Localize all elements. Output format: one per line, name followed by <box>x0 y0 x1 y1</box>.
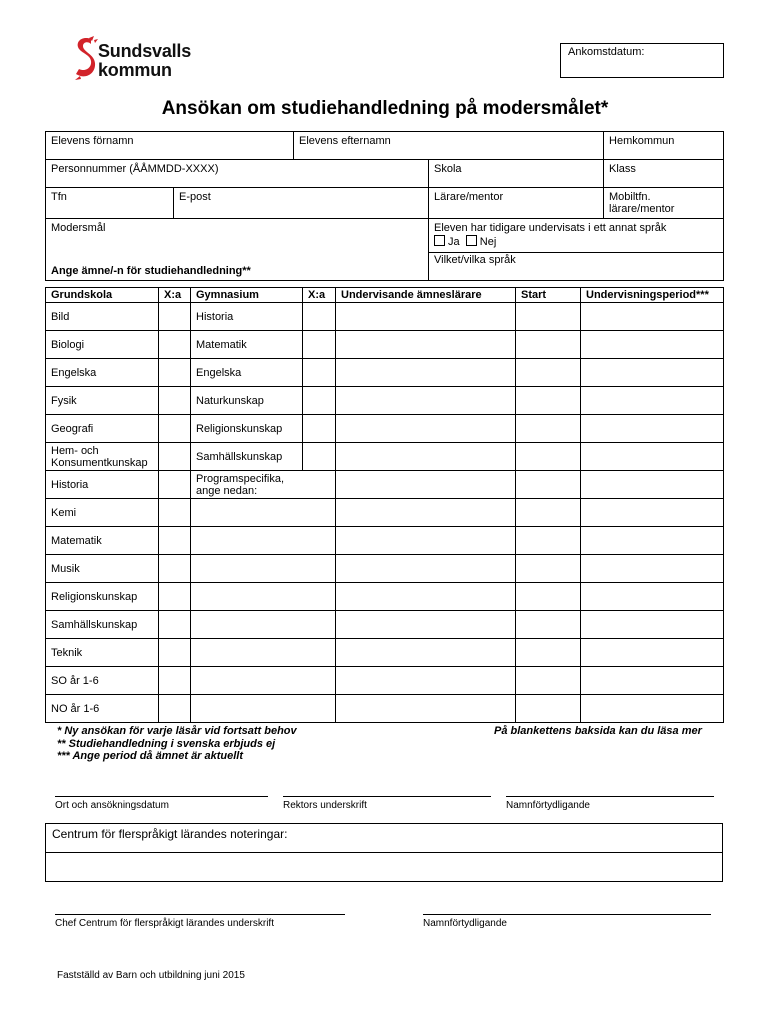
name-clarification-1-label: Namnförtydligande <box>506 800 590 811</box>
table-row <box>46 583 724 611</box>
school-field[interactable] <box>429 160 604 188</box>
gymnasium-mark-cell[interactable] <box>303 667 336 695</box>
grundskola-mark-cell[interactable] <box>159 527 191 555</box>
teacher-cell[interactable] <box>336 443 516 471</box>
table-row <box>46 499 724 527</box>
teacher-cell[interactable] <box>336 695 516 723</box>
mother-tongue-field[interactable] <box>46 219 429 281</box>
subjects-table-header <box>46 288 724 303</box>
grundskola-mark-cell[interactable] <box>159 555 191 583</box>
centre-notes-field-2[interactable] <box>46 853 723 882</box>
grundskola-subject: Religionskunskap <box>46 583 159 611</box>
gymnasium-mark-cell[interactable] <box>303 527 336 555</box>
subjects-prompt: Ange ämne/-n för studiehandledning** <box>51 265 251 277</box>
teacher-cell[interactable] <box>336 303 516 331</box>
table-row <box>46 443 724 471</box>
no-label: Nej <box>479 236 497 248</box>
teacher-mobile-field[interactable] <box>604 188 724 219</box>
subjects-header-5: Start <box>516 288 581 303</box>
period-cell[interactable] <box>581 639 724 667</box>
table-row <box>46 555 724 583</box>
which-language-label: Vilket/vilka språk <box>434 254 516 266</box>
email-field[interactable] <box>174 188 429 219</box>
place-date-label: Ort och ansökningsdatum <box>55 800 169 811</box>
teacher-field[interactable] <box>429 188 604 219</box>
teacher-cell[interactable] <box>336 583 516 611</box>
start-cell[interactable] <box>516 303 581 331</box>
sundsvalls-kommun-logo <box>72 36 212 84</box>
gymnasium-mark-cell[interactable] <box>303 499 336 527</box>
subjects-header-6: Undervisningsperiod*** <box>581 288 724 303</box>
start-cell[interactable] <box>516 415 581 443</box>
grundskola-subject: Hem- och Konsumentkunskap <box>46 443 159 471</box>
principal-signature[interactable] <box>283 796 491 811</box>
form-title: Ansökan om studiehandledning på modersmålet* <box>161 98 609 119</box>
prior-language-cell <box>429 219 724 253</box>
period-cell[interactable] <box>581 387 724 415</box>
last-name-label: Elevens efternamn <box>299 135 391 147</box>
gymnasium-subject: Programspecifika, ange nedan: <box>191 471 303 499</box>
name-clarification-1[interactable] <box>506 796 714 811</box>
subjects-header-0: Grundskola <box>46 288 159 303</box>
teacher-cell[interactable] <box>336 527 516 555</box>
no-checkbox[interactable] <box>466 235 477 246</box>
gymnasium-subject[interactable] <box>191 695 303 723</box>
period-cell[interactable] <box>581 415 724 443</box>
start-cell[interactable] <box>516 471 581 499</box>
footnotes <box>57 725 297 763</box>
grundskola-subject: Geografi <box>46 415 159 443</box>
period-cell[interactable] <box>581 611 724 639</box>
period-cell[interactable] <box>581 471 724 499</box>
table-row <box>46 695 724 723</box>
home-municipality-label: Hemkommun <box>609 135 675 147</box>
arrival-date-label: Ankomstdatum: <box>568 46 645 58</box>
gymnasium-subject[interactable] <box>191 555 303 583</box>
subjects-table <box>45 287 724 723</box>
gymnasium-mark-cell[interactable] <box>303 359 336 387</box>
personal-number-field[interactable] <box>46 160 429 188</box>
class-field[interactable] <box>604 160 724 188</box>
mother-tongue-label: Modersmål <box>51 222 106 234</box>
start-cell[interactable] <box>516 667 581 695</box>
place-date-signature[interactable] <box>55 796 268 811</box>
gymnasium-mark-cell[interactable] <box>303 583 336 611</box>
gymnasium-mark-cell[interactable] <box>303 387 336 415</box>
gymnasium-subject: Samhällskunskap <box>191 443 303 471</box>
centre-notes-box <box>45 823 723 882</box>
table-row <box>46 415 724 443</box>
period-cell[interactable] <box>581 443 724 471</box>
teacher-cell[interactable] <box>336 331 516 359</box>
student-info-table <box>45 131 724 281</box>
teacher-cell[interactable] <box>336 387 516 415</box>
gymnasium-subject[interactable] <box>191 583 303 611</box>
table-row <box>46 667 724 695</box>
start-cell[interactable] <box>516 611 581 639</box>
grundskola-mark-cell[interactable] <box>159 471 191 499</box>
logo-line2: kommun <box>98 60 172 80</box>
start-cell[interactable] <box>516 639 581 667</box>
table-row <box>46 639 724 667</box>
grundskola-mark-cell[interactable] <box>159 359 191 387</box>
teacher-cell[interactable] <box>336 499 516 527</box>
gymnasium-subject[interactable] <box>191 639 303 667</box>
teacher-cell[interactable] <box>336 667 516 695</box>
start-cell[interactable] <box>516 359 581 387</box>
gymnasium-mark-cell[interactable] <box>303 443 336 471</box>
gymnasium-subject: Religionskunskap <box>191 415 303 443</box>
gymnasium-subject: Matematik <box>191 331 303 359</box>
footnote-2: ** Studiehandledning i svenska erbjuds ej <box>57 737 276 750</box>
table-row <box>46 527 724 555</box>
grundskola-subject: Teknik <box>46 639 159 667</box>
chief-signature-label: Chef Centrum för flerspråkigt lärandes underskrift <box>55 918 274 929</box>
gymnasium-subject: Engelska <box>191 359 303 387</box>
footnote-1: * Ny ansökan för varje läsår vid fortsatt behov <box>57 725 297 737</box>
footnote-3: *** Ange period då ämnet är aktuellt <box>57 750 244 762</box>
name-clarification-2[interactable] <box>423 914 711 929</box>
logo-dragon-icon <box>72 36 98 84</box>
subjects-header-1: X:a <box>159 288 191 303</box>
teacher-cell[interactable] <box>336 555 516 583</box>
gymnasium-mark-cell[interactable] <box>303 331 336 359</box>
start-cell[interactable] <box>516 443 581 471</box>
name-clarification-2-label: Namnförtydligande <box>423 918 507 929</box>
centre-notes-field[interactable] <box>46 824 723 853</box>
period-cell[interactable] <box>581 527 724 555</box>
yes-label: Ja <box>448 236 460 248</box>
gymnasium-subject: Naturkunskap <box>191 387 303 415</box>
phone-label: Tfn <box>51 191 67 203</box>
home-municipality-field[interactable] <box>604 132 724 160</box>
email-label: E-post <box>179 191 211 203</box>
back-side-note: På blankettens baksida kan du läsa mer <box>494 725 702 737</box>
gymnasium-mark-cell[interactable] <box>303 471 336 499</box>
gymnasium-mark-cell[interactable] <box>303 415 336 443</box>
gymnasium-subject: Historia <box>191 303 303 331</box>
period-cell[interactable] <box>581 331 724 359</box>
table-row <box>46 387 724 415</box>
grundskola-mark-cell[interactable] <box>159 611 191 639</box>
teacher-mobile-label: Mobiltfn. lärare/mentor <box>609 191 675 215</box>
logo-line1: Sundsvalls <box>98 41 192 61</box>
gymnasium-subject[interactable] <box>191 667 303 695</box>
arrival-date-field[interactable] <box>560 43 724 78</box>
yes-checkbox[interactable] <box>434 235 445 246</box>
start-cell[interactable] <box>516 695 581 723</box>
grundskola-mark-cell[interactable] <box>159 331 191 359</box>
grundskola-subject: Samhällskunskap <box>46 611 159 639</box>
start-cell[interactable] <box>516 555 581 583</box>
school-label: Skola <box>434 163 462 175</box>
subjects-header-2: Gymnasium <box>191 288 303 303</box>
grundskola-mark-cell[interactable] <box>159 443 191 471</box>
first-name-field[interactable] <box>46 132 294 160</box>
grundskola-subject: Musik <box>46 555 159 583</box>
gymnasium-mark-cell[interactable] <box>303 639 336 667</box>
grundskola-mark-cell[interactable] <box>159 639 191 667</box>
start-cell[interactable] <box>516 527 581 555</box>
grundskola-mark-cell[interactable] <box>159 499 191 527</box>
principal-signature-label: Rektors underskrift <box>283 800 367 811</box>
period-cell[interactable] <box>581 667 724 695</box>
teacher-cell[interactable] <box>336 415 516 443</box>
period-cell[interactable] <box>581 555 724 583</box>
period-cell[interactable] <box>581 695 724 723</box>
teacher-cell[interactable] <box>336 359 516 387</box>
first-name-label: Elevens förnamn <box>51 135 134 147</box>
gymnasium-mark-cell[interactable] <box>303 555 336 583</box>
start-cell[interactable] <box>516 499 581 527</box>
grundskola-mark-cell[interactable] <box>159 667 191 695</box>
table-row <box>46 331 724 359</box>
phone-field[interactable] <box>46 188 174 219</box>
teacher-cell[interactable] <box>336 639 516 667</box>
prior-language-label: Eleven har tidigare undervisats i ett annat språk <box>434 222 667 234</box>
grundskola-mark-cell[interactable] <box>159 415 191 443</box>
last-name-field[interactable] <box>294 132 604 160</box>
which-language-field[interactable] <box>429 253 724 281</box>
teacher-cell[interactable] <box>336 471 516 499</box>
grundskola-subject: Historia <box>46 471 159 499</box>
gymnasium-mark-cell[interactable] <box>303 303 336 331</box>
gymnasium-mark-cell[interactable] <box>303 695 336 723</box>
grundskola-subject: Matematik <box>46 527 159 555</box>
centre-notes-label: Centrum för flerspråkigt lärandes noteringar: <box>52 827 288 841</box>
table-row <box>46 359 724 387</box>
start-cell[interactable] <box>516 583 581 611</box>
gymnasium-subject[interactable] <box>191 499 303 527</box>
grundskola-subject: Kemi <box>46 499 159 527</box>
gymnasium-subject[interactable] <box>191 611 303 639</box>
grundskola-subject: NO år 1-6 <box>46 695 159 723</box>
table-row <box>46 611 724 639</box>
subjects-header-3: X:a <box>303 288 336 303</box>
gymnasium-mark-cell[interactable] <box>303 611 336 639</box>
start-cell[interactable] <box>516 387 581 415</box>
period-cell[interactable] <box>581 583 724 611</box>
grundskola-subject: Engelska <box>46 359 159 387</box>
period-cell[interactable] <box>581 499 724 527</box>
grundskola-subject: SO år 1-6 <box>46 667 159 695</box>
chief-signature[interactable] <box>55 914 345 929</box>
grundskola-mark-cell[interactable] <box>159 695 191 723</box>
period-cell[interactable] <box>581 359 724 387</box>
subjects-header-4: Undervisande ämneslärare <box>336 288 516 303</box>
table-row <box>46 303 724 331</box>
teacher-label: Lärare/mentor <box>434 191 504 203</box>
grundskola-mark-cell[interactable] <box>159 583 191 611</box>
period-cell[interactable] <box>581 303 724 331</box>
grundskola-mark-cell[interactable] <box>159 303 191 331</box>
grundskola-subject: Bild <box>46 303 159 331</box>
start-cell[interactable] <box>516 331 581 359</box>
gymnasium-subject[interactable] <box>191 527 303 555</box>
table-row <box>46 471 724 499</box>
grundskola-mark-cell[interactable] <box>159 387 191 415</box>
grundskola-subject: Biologi <box>46 331 159 359</box>
teacher-cell[interactable] <box>336 611 516 639</box>
footer-text: Fastställd av Barn och utbildning juni 2015 <box>57 970 245 981</box>
class-label: Klass <box>609 163 636 175</box>
personal-number-label: Personnummer (ÅÅMMDD-XXXX) <box>51 163 219 175</box>
grundskola-subject: Fysik <box>46 387 159 415</box>
